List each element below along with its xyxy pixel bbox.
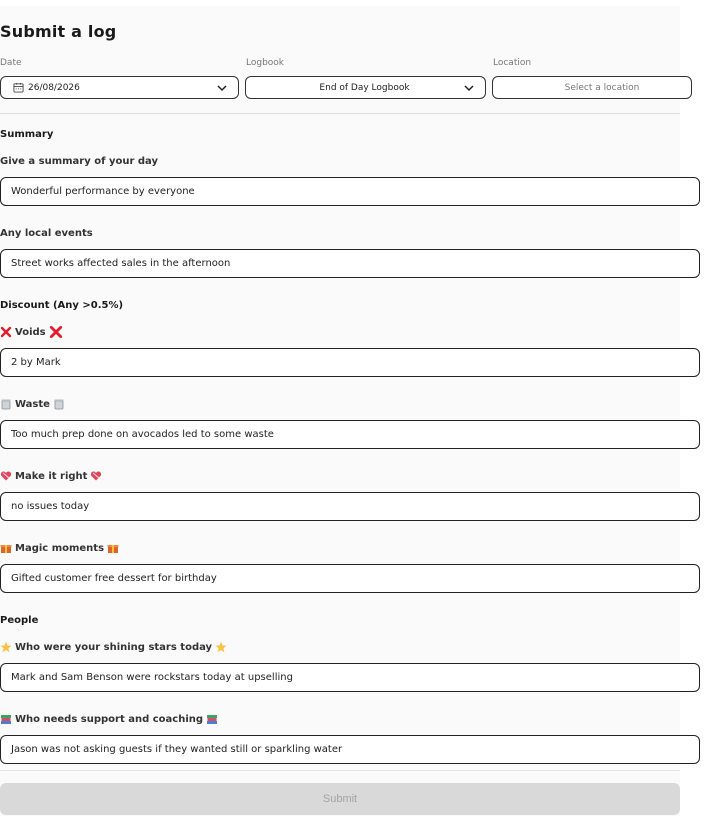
location-select[interactable] bbox=[492, 76, 692, 99]
question-label bbox=[0, 542, 119, 554]
question-label bbox=[0, 398, 65, 410]
question-text: Who needs support and coaching bbox=[15, 713, 204, 725]
question-text: Give a summary of your day bbox=[0, 156, 158, 167]
books-icon bbox=[0, 713, 12, 725]
books-icon bbox=[206, 713, 218, 725]
heart-ribbon-icon bbox=[0, 470, 12, 482]
answer-field[interactable]: Gifted customer free dessert for birthday bbox=[0, 564, 700, 593]
date-label: Date bbox=[0, 58, 22, 68]
calendar-icon bbox=[13, 82, 24, 93]
question-label bbox=[0, 470, 102, 482]
answer-field[interactable]: 2 by Mark bbox=[0, 348, 700, 377]
divider bbox=[0, 770, 680, 771]
question-label bbox=[0, 228, 93, 239]
chevron-down-icon bbox=[216, 82, 228, 94]
date-picker[interactable] bbox=[0, 76, 239, 99]
glowing-star-icon bbox=[0, 641, 12, 653]
location-label: Location bbox=[493, 58, 532, 68]
chevron-down-icon bbox=[463, 82, 475, 94]
section-discount: Discount (Any >0.5%) bbox=[0, 300, 124, 311]
location-placeholder: Select a location bbox=[564, 82, 640, 93]
gift-icon bbox=[107, 542, 119, 554]
red-cross-icon bbox=[0, 326, 12, 338]
section-summary: Summary bbox=[0, 129, 54, 140]
form-panel bbox=[0, 6, 680, 816]
wastebasket-icon bbox=[0, 398, 12, 410]
question-text: Who were your shining stars today bbox=[15, 641, 213, 653]
heart-ribbon-icon bbox=[90, 470, 102, 482]
logbook-value: End of Day Logbook bbox=[319, 82, 410, 93]
question-text: Waste bbox=[15, 398, 50, 410]
question-label bbox=[0, 156, 158, 167]
answer-field[interactable]: Street works affected sales in the afternoon bbox=[0, 249, 700, 278]
question-text: Voids bbox=[15, 326, 46, 338]
answer-field[interactable]: no issues today bbox=[0, 492, 700, 521]
glowing-star-icon bbox=[215, 641, 227, 653]
wastebasket-icon bbox=[53, 398, 65, 410]
logbook-label: Logbook bbox=[246, 58, 285, 68]
answer-field[interactable]: Jason was not asking guests if they wanted still or sparkling water bbox=[0, 735, 700, 764]
logbook-select[interactable] bbox=[245, 76, 486, 99]
question-text: Magic moments bbox=[15, 542, 105, 554]
question-label bbox=[0, 641, 227, 653]
red-cross-icon bbox=[49, 325, 63, 339]
gift-icon bbox=[0, 542, 12, 554]
divider bbox=[0, 113, 680, 114]
answer-field[interactable]: Too much prep done on avocados led to some waste bbox=[0, 420, 700, 449]
answer-field[interactable]: Mark and Sam Benson were rockstars today at upselling bbox=[0, 663, 700, 692]
page-title: Submit a log bbox=[0, 22, 117, 41]
question-label bbox=[0, 713, 218, 725]
question-label bbox=[0, 325, 63, 339]
section-people: People bbox=[0, 615, 39, 626]
answer-field[interactable]: Wonderful performance by everyone bbox=[0, 177, 700, 206]
submit-button[interactable]: Submit bbox=[0, 783, 680, 815]
date-value: 26/08/2026 bbox=[28, 82, 80, 93]
question-text: Make it right bbox=[15, 470, 88, 482]
question-text: Any local events bbox=[0, 228, 93, 239]
